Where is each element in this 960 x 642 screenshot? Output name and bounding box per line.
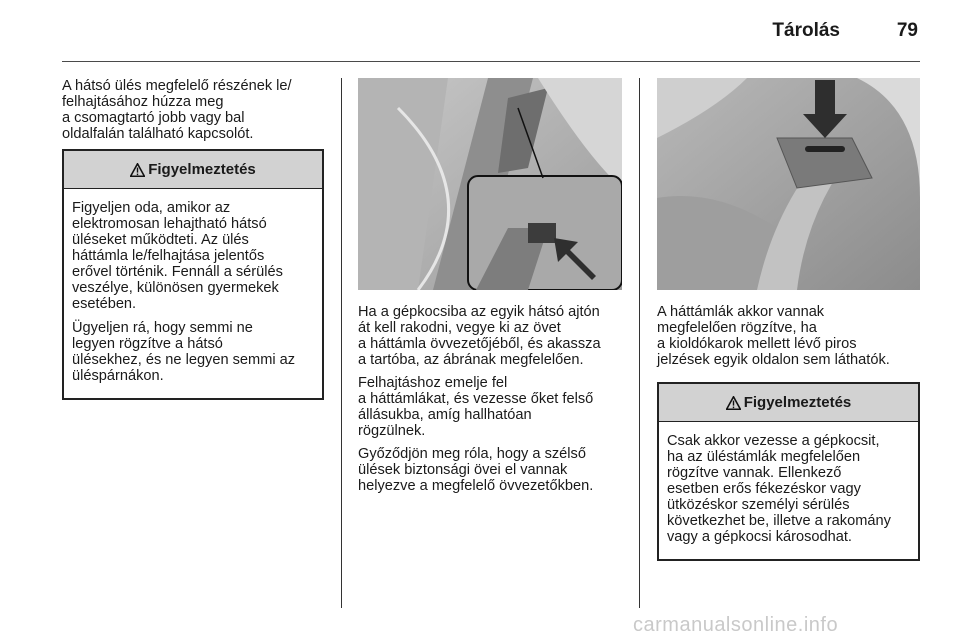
body-paragraph: A háttámlák akkor vannak megfelelően rögzítve, ha a kioldókarok mellett lévő piros jelzések egyik oldalon sem láthatók.: [657, 304, 890, 368]
column-middle: [358, 78, 622, 501]
column-divider-left: [341, 78, 342, 608]
page-title: Tárolás: [772, 20, 840, 41]
intro-paragraph: A hátsó ülés megfelelő részének le/ felhajtásához húzza meg a csomagtartó jobb vagy bal oldalfalán található kapcsolót.: [62, 78, 292, 142]
warning-box: [62, 149, 324, 400]
warning-paragraph: Ügyeljen rá, hogy semmi ne legyen rögzítve a hátsó ülésekhez, és ne legyen semmi az üléspárnákon.: [72, 320, 296, 384]
seat-belt-holder-illustration: [358, 78, 622, 290]
column-left: [62, 78, 324, 400]
backrest-lock-illustration: [657, 78, 920, 290]
warning-header: [64, 151, 322, 189]
watermark: carmanualsonline.info: [633, 614, 839, 636]
warning-triangle-icon: [130, 163, 145, 177]
body-paragraph: Ha a gépkocsiba az egyik hátsó ajtón át kell rakodni, vegye ki az övet a háttámla övvezetőjéből, és akassza a tartóba, az ábrának megfelelően.: [358, 304, 601, 368]
warning-body: [659, 422, 918, 559]
warning-triangle-icon: [726, 396, 741, 410]
warning-header: [659, 384, 918, 422]
warning-box: [657, 382, 920, 561]
warning-title: Figyelmeztetés: [743, 394, 852, 411]
warning-paragraph: Csak akkor vezesse a gépkocsit, ha az üléstámlák megfelelően rögzítve vannak. Ellenkező esetben erős fékezéskor vagy ütközéskor személyi sérülés következhet be, illetve a rakomány vagy a gépkocsi károsodhat.: [667, 433, 891, 545]
body-paragraph: Győződjön meg róla, hogy a szélső ülések biztonsági övei el vannak helyezve a megfelelő övvezetőkben.: [358, 446, 594, 494]
warning-body: [64, 189, 322, 398]
warning-paragraph: Figyeljen oda, amikor az elektromosan lehajtható hátsó üléseket működteti. Az ülés háttámla le/felhajtása jelentős erővel történik. Fennáll a sérülés veszélye, különösen gyermekek esetében.: [72, 200, 283, 312]
page-header: [62, 0, 920, 62]
page-number: 79: [896, 20, 918, 41]
warning-title: Figyelmeztetés: [148, 161, 256, 178]
column-divider-right: [639, 78, 640, 608]
body-paragraph: Felhajtáshoz emelje fel a háttámlákat, és vezesse őket felső állásukba, amíg hallhatóan rögzülnek.: [358, 375, 594, 439]
column-right: [657, 78, 920, 561]
